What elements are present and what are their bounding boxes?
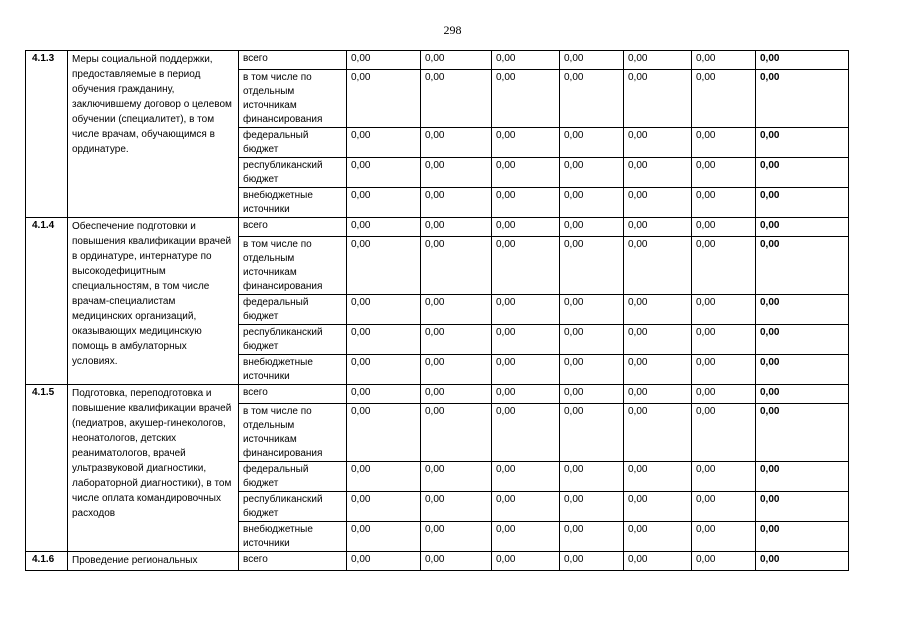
value-cell: 0,00 (347, 404, 421, 462)
total-value-cell: 0,00 (756, 158, 849, 188)
value-cell: 0,00 (560, 325, 624, 355)
item-code: 4.1.6 (26, 552, 68, 571)
value-cell: 0,00 (347, 128, 421, 158)
item-name: Подготовка, переподготовка и повышение квалификации врачей (педиатров, акушер-гинекологов, неонатологов, детских реаниматологов, врачей ультразвуковой диагностики, лабораторной диагностики), в том числе оплата командировочных расходов (68, 385, 239, 552)
value-cell: 0,00 (624, 522, 692, 552)
value-cell: 0,00 (692, 325, 756, 355)
table-row (26, 218, 849, 237)
value-cell: 0,00 (624, 385, 692, 404)
value-cell: 0,00 (421, 295, 492, 325)
value-cell: 0,00 (692, 552, 756, 571)
value-cell: 0,00 (492, 552, 560, 571)
value-cell: 0,00 (492, 492, 560, 522)
value-cell: 0,00 (624, 295, 692, 325)
value-cell: 0,00 (421, 70, 492, 128)
value-cell: 0,00 (560, 188, 624, 218)
value-cell: 0,00 (560, 128, 624, 158)
value-cell: 0,00 (624, 188, 692, 218)
value-cell: 0,00 (560, 218, 624, 237)
value-cell: 0,00 (347, 522, 421, 552)
value-cell: 0,00 (624, 552, 692, 571)
value-cell: 0,00 (347, 295, 421, 325)
value-cell: 0,00 (692, 218, 756, 237)
value-cell: 0,00 (692, 51, 756, 70)
value-cell: 0,00 (492, 188, 560, 218)
value-cell: 0,00 (421, 158, 492, 188)
value-cell: 0,00 (692, 237, 756, 295)
value-cell: 0,00 (692, 404, 756, 462)
funding-source-label: федеральный бюджет (239, 295, 347, 325)
funding-source-label: республиканский бюджет (239, 325, 347, 355)
value-cell: 0,00 (492, 51, 560, 70)
value-cell: 0,00 (421, 385, 492, 404)
funding-source-label: внебюджетные источники (239, 188, 347, 218)
value-cell: 0,00 (624, 355, 692, 385)
value-cell: 0,00 (492, 522, 560, 552)
total-value-cell: 0,00 (756, 462, 849, 492)
page-number: 298 (443, 23, 462, 37)
item-code: 4.1.5 (26, 385, 68, 552)
funding-source-label: всего (239, 552, 347, 571)
total-value-cell: 0,00 (756, 128, 849, 158)
value-cell: 0,00 (692, 522, 756, 552)
value-cell: 0,00 (692, 462, 756, 492)
value-cell: 0,00 (692, 385, 756, 404)
item-name: Проведение региональных (68, 552, 239, 571)
total-value-cell: 0,00 (756, 492, 849, 522)
table-row (26, 385, 849, 404)
value-cell: 0,00 (421, 218, 492, 237)
funding-source-label: федеральный бюджет (239, 128, 347, 158)
value-cell: 0,00 (560, 492, 624, 522)
value-cell: 0,00 (692, 158, 756, 188)
value-cell: 0,00 (492, 325, 560, 355)
value-cell: 0,00 (421, 128, 492, 158)
funding-source-label: всего (239, 218, 347, 237)
value-cell: 0,00 (692, 355, 756, 385)
table-row (26, 552, 849, 571)
value-cell: 0,00 (560, 385, 624, 404)
item-name: Меры социальной поддержки, предоставляемые в период обучения гражданину, заключившему договор о целевом обучении (специалитет), в том числе врачам, обучающимся в ординатуре. (68, 51, 239, 218)
value-cell: 0,00 (347, 70, 421, 128)
total-value-cell: 0,00 (756, 325, 849, 355)
value-cell: 0,00 (421, 51, 492, 70)
value-cell: 0,00 (692, 295, 756, 325)
value-cell: 0,00 (492, 385, 560, 404)
value-cell: 0,00 (692, 70, 756, 128)
funding-source-label: республиканский бюджет (239, 492, 347, 522)
value-cell: 0,00 (421, 404, 492, 462)
funding-source-label: республиканский бюджет (239, 158, 347, 188)
total-value-cell: 0,00 (756, 51, 849, 70)
item-code: 4.1.4 (26, 218, 68, 385)
total-value-cell: 0,00 (756, 355, 849, 385)
value-cell: 0,00 (421, 237, 492, 295)
value-cell: 0,00 (421, 492, 492, 522)
value-cell: 0,00 (624, 325, 692, 355)
value-cell: 0,00 (492, 218, 560, 237)
funding-source-label: в том числе по отдельным источникам финансирования (239, 237, 347, 295)
value-cell: 0,00 (347, 51, 421, 70)
value-cell: 0,00 (492, 158, 560, 188)
total-value-cell: 0,00 (756, 295, 849, 325)
value-cell: 0,00 (560, 70, 624, 128)
value-cell: 0,00 (421, 188, 492, 218)
value-cell: 0,00 (560, 522, 624, 552)
value-cell: 0,00 (624, 51, 692, 70)
value-cell: 0,00 (692, 128, 756, 158)
value-cell: 0,00 (624, 492, 692, 522)
value-cell: 0,00 (347, 237, 421, 295)
value-cell: 0,00 (624, 404, 692, 462)
value-cell: 0,00 (347, 492, 421, 522)
table-row (26, 51, 849, 70)
value-cell: 0,00 (421, 462, 492, 492)
value-cell: 0,00 (492, 462, 560, 492)
value-cell: 0,00 (624, 462, 692, 492)
value-cell: 0,00 (492, 128, 560, 158)
total-value-cell: 0,00 (756, 70, 849, 128)
funding-source-label: в том числе по отдельным источникам финансирования (239, 404, 347, 462)
total-value-cell: 0,00 (756, 522, 849, 552)
value-cell: 0,00 (347, 385, 421, 404)
value-cell: 0,00 (624, 70, 692, 128)
funding-source-label: всего (239, 385, 347, 404)
value-cell: 0,00 (347, 325, 421, 355)
funding-table (25, 50, 849, 571)
value-cell: 0,00 (624, 237, 692, 295)
value-cell: 0,00 (492, 404, 560, 462)
value-cell: 0,00 (560, 552, 624, 571)
funding-source-label: в том числе по отдельным источникам финансирования (239, 70, 347, 128)
value-cell: 0,00 (560, 355, 624, 385)
value-cell: 0,00 (560, 158, 624, 188)
value-cell: 0,00 (347, 462, 421, 492)
value-cell: 0,00 (624, 128, 692, 158)
funding-source-label: внебюджетные источники (239, 355, 347, 385)
item-name: Обеспечение подготовки и повышения квалификации врачей в ординатуре, интернатуре по высокодефицитным специальностям, в том числе врачам-специалистам медицинских организаций, оказывающих медицинскую помощь в амбулаторных условиях. (68, 218, 239, 385)
value-cell: 0,00 (692, 188, 756, 218)
value-cell: 0,00 (624, 218, 692, 237)
value-cell: 0,00 (624, 158, 692, 188)
value-cell: 0,00 (421, 325, 492, 355)
total-value-cell: 0,00 (756, 404, 849, 462)
value-cell: 0,00 (347, 218, 421, 237)
value-cell: 0,00 (347, 188, 421, 218)
value-cell: 0,00 (421, 522, 492, 552)
value-cell: 0,00 (421, 552, 492, 571)
value-cell: 0,00 (492, 295, 560, 325)
funding-source-label: федеральный бюджет (239, 462, 347, 492)
value-cell: 0,00 (560, 404, 624, 462)
value-cell: 0,00 (692, 492, 756, 522)
value-cell: 0,00 (347, 158, 421, 188)
value-cell: 0,00 (560, 51, 624, 70)
value-cell: 0,00 (421, 355, 492, 385)
funding-source-label: всего (239, 51, 347, 70)
value-cell: 0,00 (347, 552, 421, 571)
total-value-cell: 0,00 (756, 218, 849, 237)
total-value-cell: 0,00 (756, 188, 849, 218)
value-cell: 0,00 (560, 462, 624, 492)
value-cell: 0,00 (492, 70, 560, 128)
value-cell: 0,00 (560, 295, 624, 325)
total-value-cell: 0,00 (756, 552, 849, 571)
total-value-cell: 0,00 (756, 237, 849, 295)
value-cell: 0,00 (347, 355, 421, 385)
value-cell: 0,00 (492, 355, 560, 385)
total-value-cell: 0,00 (756, 385, 849, 404)
value-cell: 0,00 (492, 237, 560, 295)
item-code: 4.1.3 (26, 51, 68, 218)
value-cell: 0,00 (560, 237, 624, 295)
funding-source-label: внебюджетные источники (239, 522, 347, 552)
